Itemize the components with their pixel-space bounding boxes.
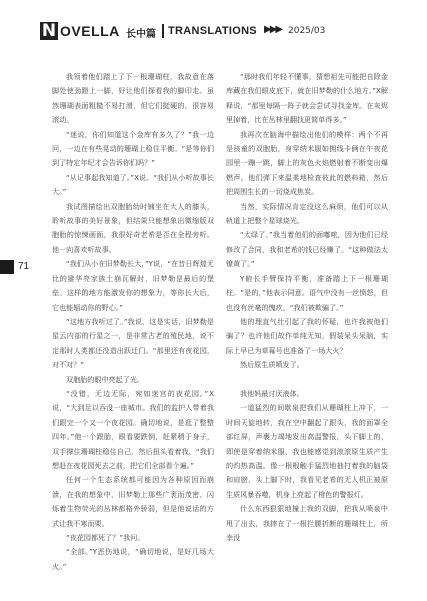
paragraph: 双胞胎的眼中亮起了光。 (66, 374, 145, 384)
page-number: 71 (18, 261, 30, 272)
brand-name: OVELLA (60, 23, 120, 39)
left-column (52, 70, 214, 574)
paragraph: 任何一个生态系统都可能因为各种原因而崩溃，在我的想象中，旧梦勒上那些广袤而茂密、闪烁着生物荧光的丛林都格外骄弱，但是他说话的方式让我不寒而栗。 (52, 475, 214, 528)
paragraph: 一道猛烈的间歇泉把我们从珊瑚柱上冲下，一时间天旋地转，我在空中翻起了跟头，我的面罩全部红屏，声裹力竭地发出高温警报，头下脚上的，即使是穿着纳米服，我也能感觉到滚滚原生质产生的灼热高温。像一根根触手猛烈地抽打着我的脑袋和肩膀，头上脚下时，我看见老希的无人机正被原生质风暴吞噬，机身上亮起了橙色的警报灯。 (226, 403, 388, 499)
paragraph: “没错，无边无际，宛如迷宫的夜花园。”Ⅹ说，“大到足以吞没一座城市。我们的监护人带着我们跟完一个又一个夜花园。确切地说，是逛了整整四年。”他一个跟胎，眼看要跌倒，赶紧稍于身子，双手撑住珊瑚柱稳住自己，然后扭头看着我，“我们想赶在夜花园死去之前，把它们全部看个遍。” (52, 388, 214, 470)
paragraph: “这地方我听过了。”我说，这是实话，旧梦勒是星云内部的行星之一，是非常古老的殖民地，说不定那时人类都还没造出跃迁门。“那里还有夜花园，对不对？” (52, 316, 214, 370)
logo-mark: N (41, 21, 57, 41)
paragraph: 我再次在脑海中描绘出他们的模样：两个不再是孩童的双胞胎，身穿纳米服如拥线卡俩在午夜花园里一蹦一跳，脚上的灰色火焰燃射着不断变出爆燃声。他们弹下来温柔地检查彼此的燃料箱，然后把周围生长的一切烧成焦炭。 (226, 129, 388, 197)
right-column (226, 70, 388, 545)
issue-number: 2025/03 (288, 26, 326, 36)
header-separator (162, 24, 164, 38)
paragraph: “我们从小在旧梦勒长大，”Y说，“在昔日辉煌无比的避华亮家族土崩瓦解时，旧梦勒是最后的堡垒。这样的地方能激发你的想象力，等你长大后，它也能辐动你的野心。” (52, 259, 214, 312)
paragraph: 我试图描绘出双胞胎幼时铺坐在大人的膝头，聆听故事的美好景象，但结果只能想象出微缩版双胞胎的惊悚画面，我很好奇老希是否在全程旁听。他一向喜欢听故事。 (52, 201, 214, 254)
paragraph: “太绿了。”我当着他们的面嘟哝，因为他们已经修改了合同，我和老希的钱已经赚了。“这种做法太镣黄了。” (226, 230, 388, 269)
paragraph: 当然，实际情况肯定没这么麻烦，他们可以从轨道上把整个星球烧光。 (226, 201, 388, 226)
paragraph: 我他妈最讨厌液体。 (240, 388, 304, 398)
brand-chinese: 长中篇 (126, 29, 156, 40)
paragraph: 他的理直气壮引起了我的怀疑，也许我被他们骗了？也许他们故作单纯无知，假装呆头呆脑，实际上早已为草莓号也准备了一场大火？ (226, 316, 388, 355)
paragraph: “夜花园都死了？”我问。 (66, 533, 145, 542)
section-title: TRANSLATIONS (168, 25, 257, 37)
page-header (40, 20, 420, 42)
paragraph: “从记事起我知道了。”Ⅹ说。“我们从小听故事长大。” (52, 172, 214, 197)
arrows-icon: ▶▶▶ (264, 24, 282, 35)
paragraph: “全部。”Y恶伤地说，“确切地说，是好几场大火。” (52, 547, 214, 571)
section-break (226, 373, 388, 387)
paragraph: 我领着他们踏上了下一根珊瑚柱，我故意在落脚处使劲蹬上一脚，好让他们探看我的脚印走。虽然珊瑚表面粗糙不易打滑，但它们挺硬的，很容易滚动。 (52, 72, 214, 125)
paragraph: “迷说，你们知道这个金库有多久了？”我一边问，一边在有些晃动的珊瑚上稳住平衡。“是等你们到了特定年纪才会告诉你们吗？” (52, 129, 214, 168)
paragraph: “那时我们年轻不懂事，猜想祖先可能把自除金库藏在我们眼皮底下，就在旧梦勒的什么地方。”Ⅹ解释说，“那里每隔一阵子就会尝试寻找金库。在灰烬里掉着，比在丛林里翻找更简单得多。” (226, 72, 388, 125)
paragraph: Y俯长手臂保持平衡，准备踏上下一根珊瑚柱。“是的，”他表示同意。语气中没有一丝愤怒，但也没有丝毫的愧疚，“我们被欺骗了。” (226, 273, 388, 312)
page-marker (0, 260, 14, 274)
paragraph: 什么东西狠狠地撞上我的双脚，把我从喷泉中甩了出去，我摔在了一根拦腰折断的珊瑚柱上，所幸没 (226, 504, 388, 542)
paragraph: 然后原生质喷发了。 (240, 360, 304, 370)
